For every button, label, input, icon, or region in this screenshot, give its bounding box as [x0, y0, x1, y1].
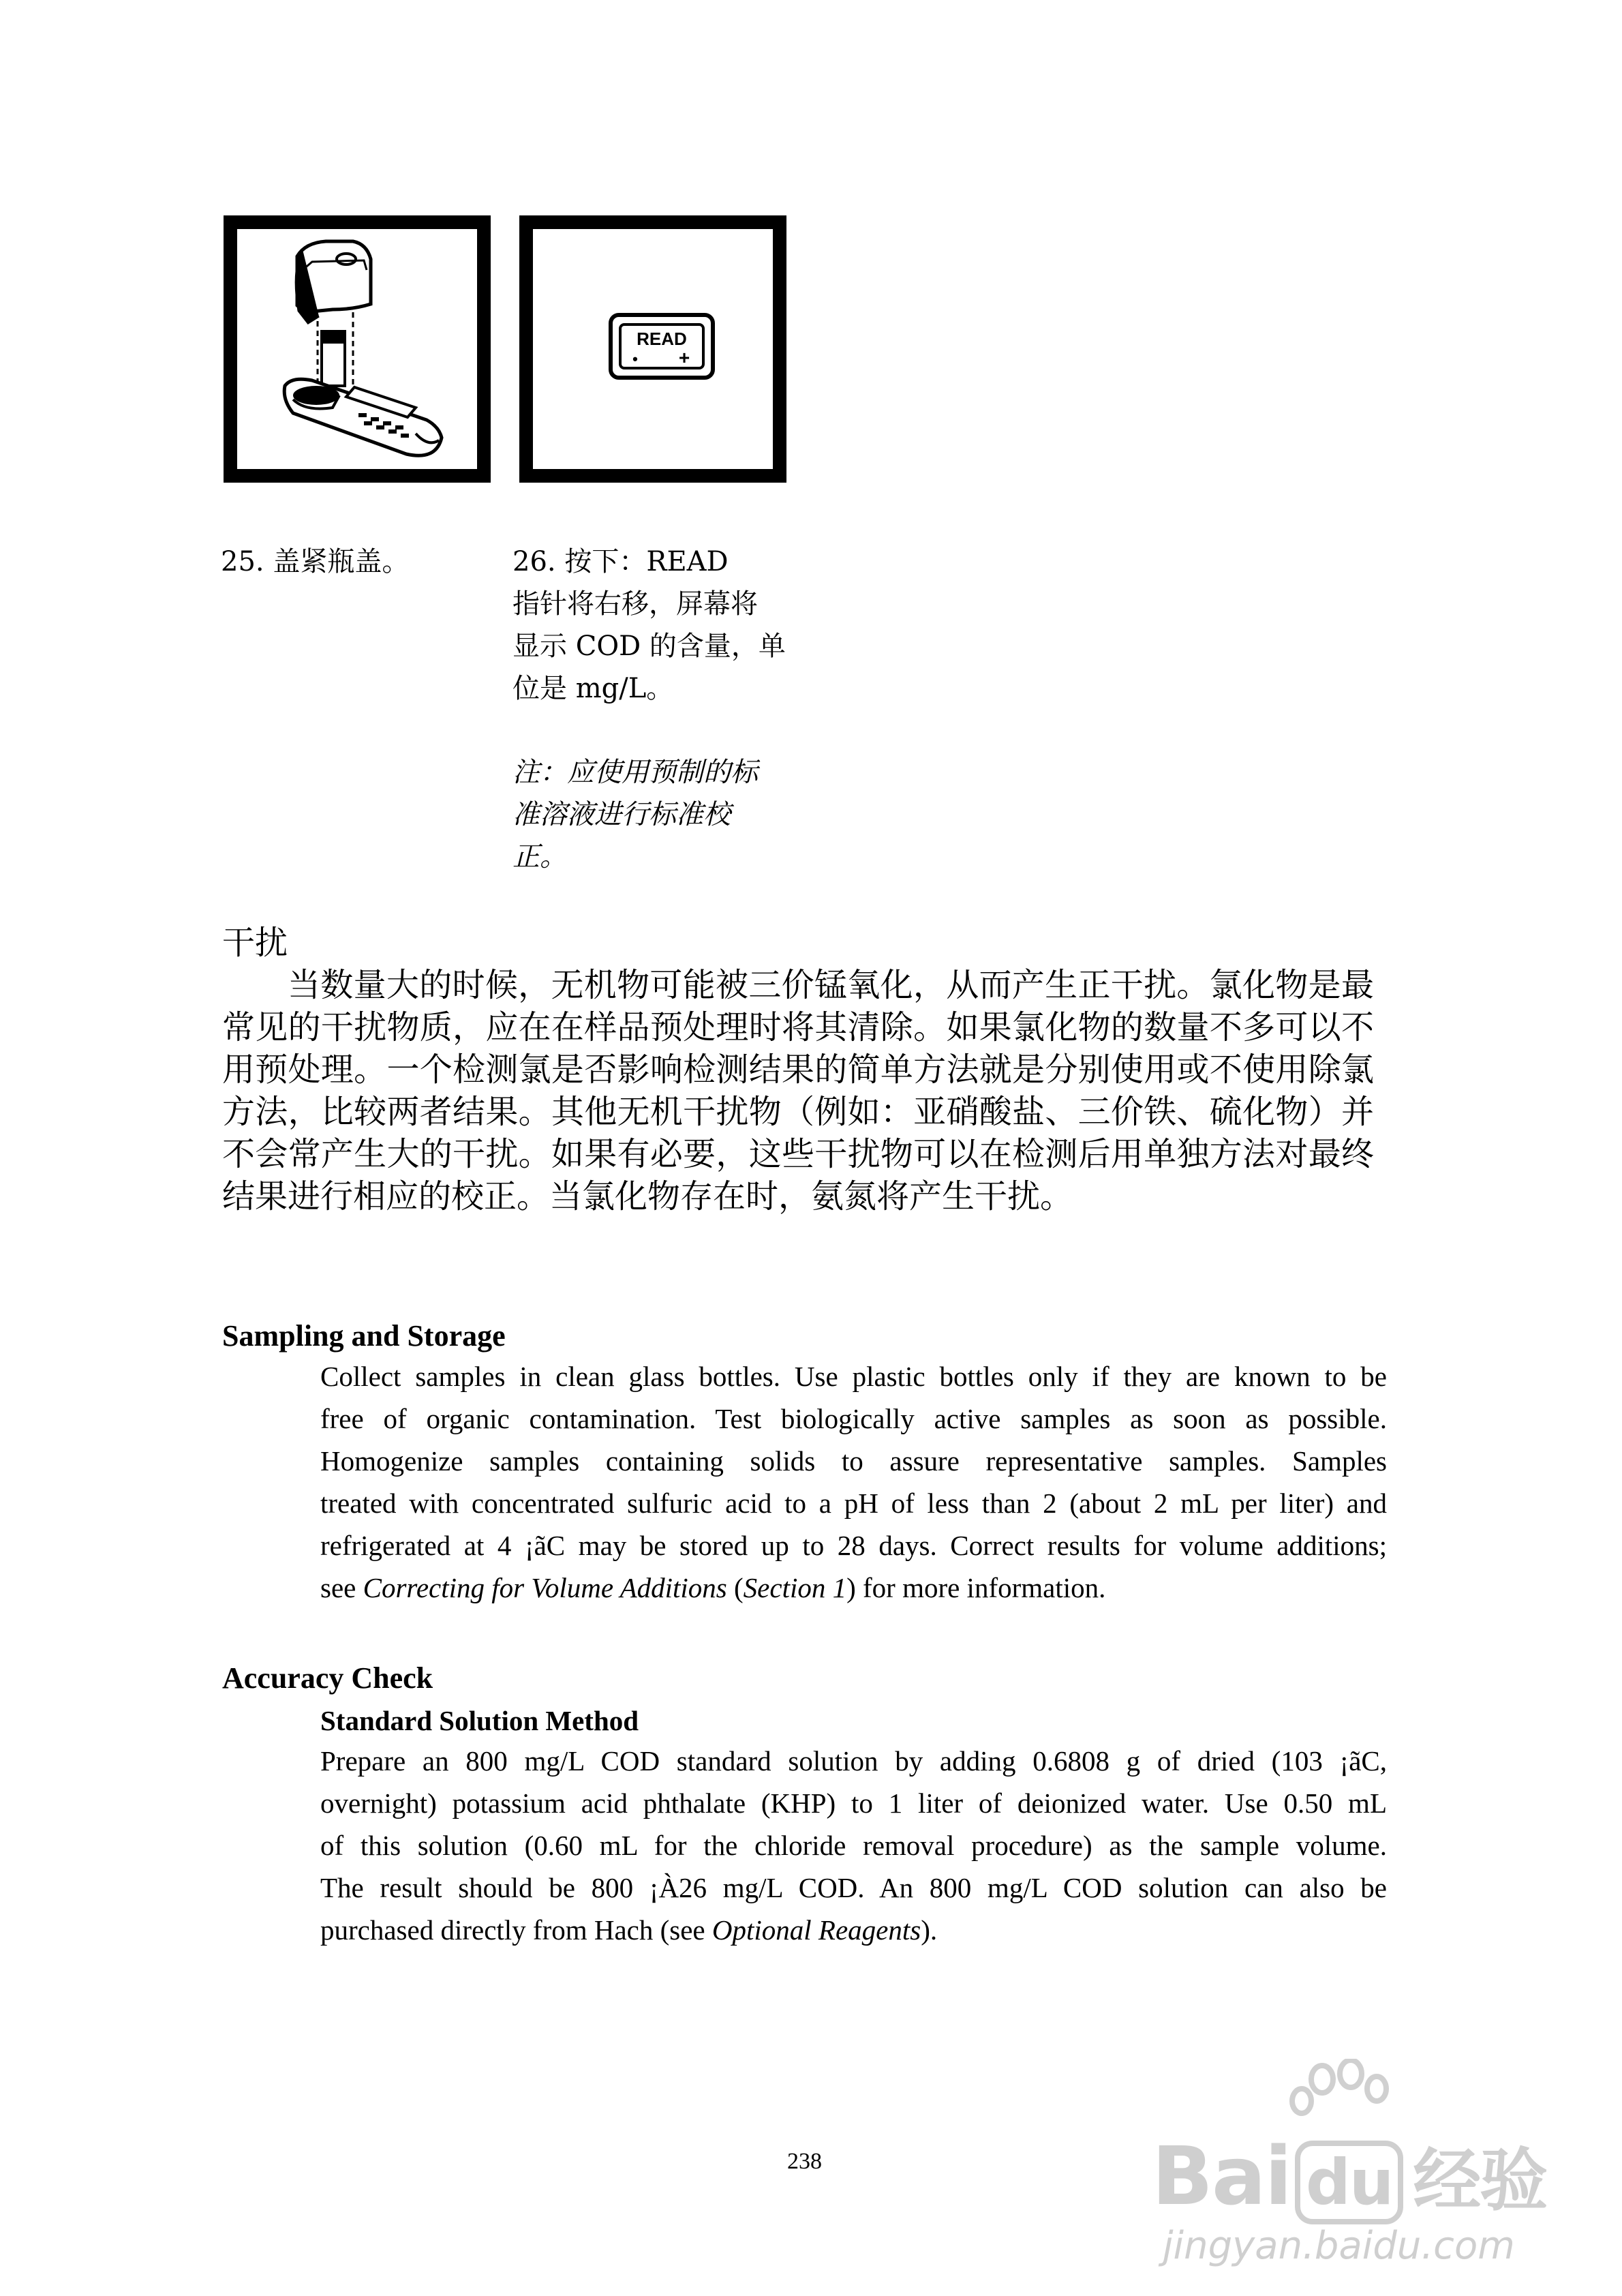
page-number: 238: [787, 2149, 822, 2174]
figure-25-frame: [224, 215, 491, 483]
interference-line: 不会常产生大的干扰。如果有必要，这些干扰物可以在检测后用单独方法对最终: [222, 1135, 1374, 1173]
step-26-line: 26. 按下：READ: [512, 546, 729, 577]
accuracy-line: of this solution (0.60 mL for the chloride removal procedure) as the sample volume.: [320, 1830, 1387, 1861]
note-line: 准溶液进行标准校: [512, 799, 731, 830]
sampling-line: Homogenize samples containing solids to assure representative samples. Samples: [320, 1445, 1387, 1477]
interference-paragraph: [222, 964, 1374, 1218]
instrument-cap-icon: [237, 229, 477, 469]
sampling-line-last: [320, 1567, 1387, 1609]
interference-heading: 干扰: [222, 924, 288, 962]
watermark-brand: [1152, 2126, 1546, 2224]
sampling-line: treated with concentrated sulfuric acid to a pH of less than 2 (about 2 mL per liter) and: [320, 1487, 1387, 1519]
standard-solution-subheading: Standard Solution Method: [320, 1705, 639, 1736]
optional-reagents-ref: Optional Reagents: [711, 1914, 921, 1946]
section-ref: Section 1: [743, 1572, 847, 1603]
sampling-last-pre: see: [320, 1572, 363, 1603]
step-26-note: [512, 751, 758, 878]
watermark-bai: Bai: [1152, 2129, 1291, 2223]
accuracy-heading: Accuracy Check: [222, 1661, 433, 1695]
watermark-du: du: [1295, 2141, 1403, 2224]
interference-line: 用预处理。一个检测氯是否影响检测结果的简单方法就是分别使用或不使用除氯: [222, 1051, 1374, 1089]
baidu-watermark: [1145, 2059, 1581, 2277]
read-key-icon: [533, 229, 773, 469]
volume-additions-ref: Correcting for Volume Additions: [363, 1572, 727, 1603]
read-key-minus: •: [632, 350, 638, 367]
interference-line: 方法，比较两者结果。其他无机干扰物（例如：亚硝酸盐、三价铁、硫化物）并: [222, 1093, 1374, 1131]
sampling-line: refrigerated at 4 ¡ãC may be stored up to 28 days. Correct results for volume additions;: [320, 1530, 1387, 1561]
step-26-line: 显示 COD 的含量，单: [512, 631, 786, 662]
sampling-paragraph: [320, 1355, 1387, 1609]
read-key-label: READ: [637, 329, 687, 349]
accuracy-line: Prepare an 800 mg/L COD standard solution by adding 0.6808 g of dried (103 ¡ãC,: [320, 1745, 1387, 1777]
watermark-jingyan: 经验: [1413, 2141, 1547, 2220]
note-line: 注：应使用预制的标: [512, 757, 758, 788]
step-26-line: 指针将右移，屏幕将: [512, 588, 758, 620]
accuracy-paragraph: [320, 1740, 1387, 1951]
sampling-last-mid: (: [726, 1572, 744, 1603]
interference-line: 结果进行相应的校正。当氯化物存在时，氨氮将产生干扰。: [222, 1177, 1073, 1215]
sampling-line: Collect samples in clean glass bottles. Use plastic bottles only if they are known to be: [320, 1361, 1387, 1392]
interference-line: 常见的干扰物质，应在在样品预处理时将其清除。如果氯化物的数量不多可以不: [222, 1008, 1374, 1046]
note-line: 正。: [512, 841, 567, 873]
accuracy-line-last: [320, 1909, 1387, 1951]
figure-26-frame: [519, 215, 786, 483]
interference-line: 当数量大的时候，无机物可能被三价锰氧化，从而产生正干扰。氯化物是最: [288, 966, 1374, 1004]
accuracy-line: The result should be 800 ¡À26 mg/L COD. An 800 mg/L COD solution can also be: [320, 1872, 1387, 1903]
step-25-caption: 25. 盖紧瓶盖。: [221, 546, 410, 577]
read-key-plus: +: [678, 347, 690, 368]
watermark-url: jingyan.baidu.com: [1163, 2224, 1515, 2268]
step-26-line: 位是 mg/L。: [512, 673, 674, 704]
step-26-caption: [512, 541, 786, 710]
sampling-heading: Sampling and Storage: [222, 1319, 506, 1353]
sampling-line: free of organic contamination. Test biologically active samples as soon as possible.: [320, 1403, 1387, 1434]
accuracy-last-pre: purchased directly from Hach (see: [320, 1914, 712, 1946]
accuracy-line: overnight) potassium acid phthalate (KHP) to 1 liter of deionized water. Use 0.50 mL: [320, 1787, 1387, 1819]
accuracy-last-post: ).: [921, 1914, 938, 1946]
sampling-last-post: ) for more information.: [846, 1572, 1106, 1603]
